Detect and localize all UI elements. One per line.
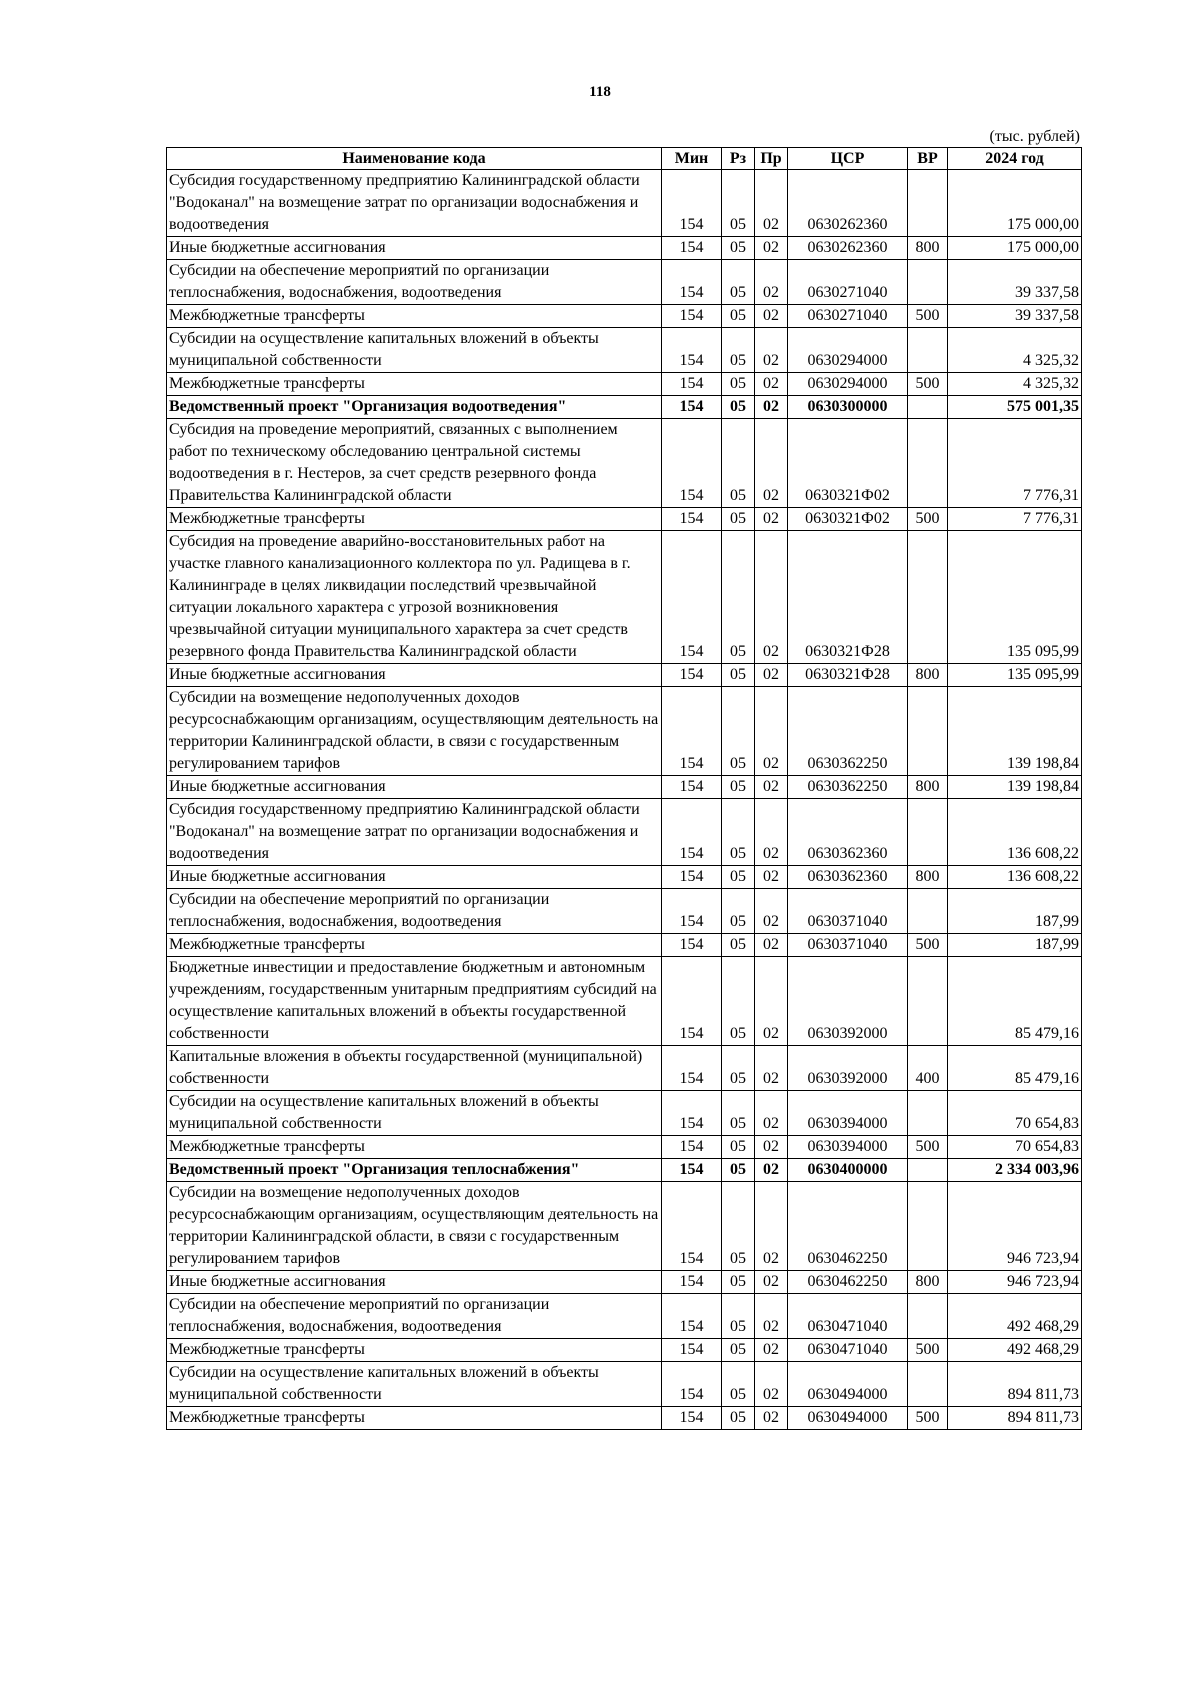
- cell-min: 154: [662, 508, 722, 531]
- cell-csr: 0630400000: [788, 1159, 908, 1182]
- cell-pr: 02: [755, 1294, 788, 1339]
- cell-name: Межбюджетные трансферты: [167, 1136, 662, 1159]
- cell-pr: 02: [755, 419, 788, 508]
- cell-pr: 02: [755, 508, 788, 531]
- cell-amount: 7 776,31: [948, 419, 1082, 508]
- cell-amount: 946 723,94: [948, 1271, 1082, 1294]
- cell-amount: 135 095,99: [948, 531, 1082, 664]
- cell-pr: 02: [755, 328, 788, 373]
- cell-vr: [908, 957, 948, 1046]
- cell-amount: 175 000,00: [948, 170, 1082, 237]
- cell-vr: 500: [908, 934, 948, 957]
- cell-rz: 05: [722, 1294, 755, 1339]
- cell-csr: 0630471040: [788, 1294, 908, 1339]
- cell-pr: 02: [755, 396, 788, 419]
- cell-vr: 500: [908, 373, 948, 396]
- cell-vr: [908, 396, 948, 419]
- cell-name: Субсидия на проведение аварийно-восстановительных работ на участке главного канализационного коллектора по ул. Радищева в г. Калининграде в целях ликвидации последствий чрезвычайной ситуации локального характера с угрозой возникновения чрезвычайной ситуации муниципального характера за счет средств резервного фонда Правительства Калининградской области: [167, 531, 662, 664]
- cell-min: 154: [662, 889, 722, 934]
- cell-min: 154: [662, 957, 722, 1046]
- cell-name: Субсидия на проведение мероприятий, связанных с выполнением работ по техническому обследованию центральной системы водоотведения в г. Нестеров, за счет средств резервного фонда Правительства Калининградской области: [167, 419, 662, 508]
- cell-pr: 02: [755, 866, 788, 889]
- cell-csr: 0630494000: [788, 1407, 908, 1430]
- table-row: [167, 889, 1082, 934]
- cell-name: Иные бюджетные ассигнования: [167, 237, 662, 260]
- cell-csr: 0630321Ф02: [788, 419, 908, 508]
- table-row: [167, 687, 1082, 776]
- cell-min: 154: [662, 1182, 722, 1271]
- table-row: [167, 1339, 1082, 1362]
- cell-pr: 02: [755, 1091, 788, 1136]
- cell-name: Ведомственный проект "Организация теплоснабжения": [167, 1159, 662, 1182]
- cell-min: 154: [662, 1136, 722, 1159]
- cell-min: 154: [662, 664, 722, 687]
- cell-amount: 187,99: [948, 889, 1082, 934]
- cell-amount: 187,99: [948, 934, 1082, 957]
- cell-name: Субсидии на обеспечение мероприятий по организации теплоснабжения, водоснабжения, водоотведения: [167, 889, 662, 934]
- cell-rz: 05: [722, 1159, 755, 1182]
- cell-pr: 02: [755, 799, 788, 866]
- table-row: [167, 419, 1082, 508]
- cell-name: Межбюджетные трансферты: [167, 1407, 662, 1430]
- cell-amount: 135 095,99: [948, 664, 1082, 687]
- cell-rz: 05: [722, 305, 755, 328]
- cell-vr: [908, 419, 948, 508]
- cell-name: Иные бюджетные ассигнования: [167, 776, 662, 799]
- cell-csr: 0630362250: [788, 776, 908, 799]
- table-row: [167, 866, 1082, 889]
- cell-csr: 0630271040: [788, 305, 908, 328]
- cell-rz: 05: [722, 328, 755, 373]
- cell-pr: 02: [755, 687, 788, 776]
- cell-vr: [908, 531, 948, 664]
- cell-name: Субсидии на осуществление капитальных вложений в объекты муниципальной собственности: [167, 1362, 662, 1407]
- cell-rz: 05: [722, 170, 755, 237]
- cell-min: 154: [662, 419, 722, 508]
- cell-vr: [908, 1182, 948, 1271]
- cell-csr: 0630321Ф28: [788, 531, 908, 664]
- cell-name: Межбюджетные трансферты: [167, 305, 662, 328]
- cell-vr: [908, 328, 948, 373]
- column-header-name: Наименование кода: [167, 148, 662, 170]
- cell-rz: 05: [722, 1136, 755, 1159]
- column-header-min: Мин: [662, 148, 722, 170]
- cell-name: Ведомственный проект "Организация водоотведения": [167, 396, 662, 419]
- cell-vr: [908, 170, 948, 237]
- cell-rz: 05: [722, 799, 755, 866]
- cell-vr: [908, 799, 948, 866]
- table-row: [167, 531, 1082, 664]
- cell-amount: 85 479,16: [948, 1046, 1082, 1091]
- cell-amount: 575 001,35: [948, 396, 1082, 419]
- cell-pr: 02: [755, 1339, 788, 1362]
- cell-amount: 70 654,83: [948, 1136, 1082, 1159]
- cell-min: 154: [662, 396, 722, 419]
- cell-amount: 175 000,00: [948, 237, 1082, 260]
- cell-name: Субсидии на обеспечение мероприятий по организации теплоснабжения, водоснабжения, водоотведения: [167, 1294, 662, 1339]
- cell-amount: 136 608,22: [948, 799, 1082, 866]
- cell-amount: 492 468,29: [948, 1294, 1082, 1339]
- cell-min: 154: [662, 1339, 722, 1362]
- cell-min: 154: [662, 1046, 722, 1091]
- cell-rz: 05: [722, 1091, 755, 1136]
- cell-amount: 139 198,84: [948, 687, 1082, 776]
- cell-min: 154: [662, 373, 722, 396]
- cell-pr: 02: [755, 1362, 788, 1407]
- cell-name: Субсидия государственному предприятию Калининградской области "Водоканал" на возмещение затрат по организации водоснабжения и водоотведения: [167, 170, 662, 237]
- cell-vr: 500: [908, 1339, 948, 1362]
- page-number: 118: [589, 84, 611, 100]
- cell-pr: 02: [755, 1046, 788, 1091]
- cell-min: 154: [662, 1271, 722, 1294]
- cell-rz: 05: [722, 889, 755, 934]
- cell-min: 154: [662, 1294, 722, 1339]
- table-row: [167, 664, 1082, 687]
- cell-vr: 500: [908, 1136, 948, 1159]
- table-row: [167, 776, 1082, 799]
- table-row: [167, 1407, 1082, 1430]
- table-row: [167, 1271, 1082, 1294]
- cell-name: Иные бюджетные ассигнования: [167, 1271, 662, 1294]
- cell-vr: 800: [908, 237, 948, 260]
- cell-rz: 05: [722, 396, 755, 419]
- cell-amount: 70 654,83: [948, 1091, 1082, 1136]
- budget-table: [166, 147, 1082, 1430]
- cell-csr: 0630362360: [788, 799, 908, 866]
- table-row: [167, 1362, 1082, 1407]
- cell-name: Иные бюджетные ассигнования: [167, 866, 662, 889]
- cell-amount: 85 479,16: [948, 957, 1082, 1046]
- cell-rz: 05: [722, 957, 755, 1046]
- cell-min: 154: [662, 328, 722, 373]
- cell-pr: 02: [755, 776, 788, 799]
- cell-pr: 02: [755, 1136, 788, 1159]
- cell-rz: 05: [722, 1046, 755, 1091]
- table-row: [167, 170, 1082, 237]
- cell-vr: 800: [908, 866, 948, 889]
- cell-name: Межбюджетные трансферты: [167, 373, 662, 396]
- cell-vr: [908, 889, 948, 934]
- table-row: [167, 934, 1082, 957]
- cell-vr: [908, 687, 948, 776]
- cell-csr: 0630294000: [788, 328, 908, 373]
- cell-name: Бюджетные инвестиции и предоставление бюджетным и автономным учреждениям, государственным унитарным предприятиям субсидий на осуществление капитальных вложений в объекты государственной собственности: [167, 957, 662, 1046]
- cell-amount: 894 811,73: [948, 1362, 1082, 1407]
- cell-amount: 2 334 003,96: [948, 1159, 1082, 1182]
- cell-amount: 136 608,22: [948, 866, 1082, 889]
- cell-csr: 0630300000: [788, 396, 908, 419]
- cell-rz: 05: [722, 687, 755, 776]
- cell-min: 154: [662, 237, 722, 260]
- cell-csr: 0630494000: [788, 1362, 908, 1407]
- cell-rz: 05: [722, 260, 755, 305]
- table-row: [167, 957, 1082, 1046]
- cell-name: Субсидии на осуществление капитальных вложений в объекты муниципальной собственности: [167, 1091, 662, 1136]
- cell-pr: 02: [755, 305, 788, 328]
- cell-pr: 02: [755, 664, 788, 687]
- cell-rz: 05: [722, 866, 755, 889]
- cell-csr: 0630362250: [788, 687, 908, 776]
- cell-amount: 7 776,31: [948, 508, 1082, 531]
- cell-amount: 946 723,94: [948, 1182, 1082, 1271]
- cell-vr: 500: [908, 1407, 948, 1430]
- cell-min: 154: [662, 170, 722, 237]
- cell-vr: [908, 1362, 948, 1407]
- cell-rz: 05: [722, 1182, 755, 1271]
- cell-min: 154: [662, 776, 722, 799]
- cell-vr: 800: [908, 1271, 948, 1294]
- cell-rz: 05: [722, 508, 755, 531]
- cell-name: Межбюджетные трансферты: [167, 1339, 662, 1362]
- cell-pr: 02: [755, 1271, 788, 1294]
- cell-pr: 02: [755, 1407, 788, 1430]
- cell-name: Субсидии на обеспечение мероприятий по организации теплоснабжения, водоснабжения, водоотведения: [167, 260, 662, 305]
- column-header-csr: ЦСР: [788, 148, 908, 170]
- table-row: [167, 1294, 1082, 1339]
- cell-csr: 0630371040: [788, 934, 908, 957]
- cell-min: 154: [662, 687, 722, 776]
- cell-min: 154: [662, 934, 722, 957]
- table-row: [167, 328, 1082, 373]
- cell-csr: 0630462250: [788, 1182, 908, 1271]
- cell-pr: 02: [755, 531, 788, 664]
- cell-rz: 05: [722, 1362, 755, 1407]
- cell-min: 154: [662, 260, 722, 305]
- cell-amount: 39 337,58: [948, 305, 1082, 328]
- table-header-row: [167, 148, 1082, 170]
- cell-csr: 0630271040: [788, 260, 908, 305]
- cell-min: 154: [662, 799, 722, 866]
- table-row: [167, 1091, 1082, 1136]
- cell-pr: 02: [755, 373, 788, 396]
- table-body: [167, 170, 1082, 1430]
- cell-rz: 05: [722, 373, 755, 396]
- table-row: [167, 508, 1082, 531]
- cell-pr: 02: [755, 1159, 788, 1182]
- table-row: [167, 799, 1082, 866]
- cell-min: 154: [662, 866, 722, 889]
- cell-rz: 05: [722, 1407, 755, 1430]
- cell-vr: [908, 1294, 948, 1339]
- cell-csr: 0630262360: [788, 170, 908, 237]
- cell-csr: 0630394000: [788, 1136, 908, 1159]
- cell-name: Субсидии на возмещение недополученных доходов ресурсоснабжающим организациям, осуществляющим деятельность на территории Калининградской области, в связи с государственным регулированием тарифов: [167, 687, 662, 776]
- cell-csr: 0630392000: [788, 1046, 908, 1091]
- cell-name: Субсидия государственному предприятию Калининградской области "Водоканал" на возмещение затрат по организации водоснабжения и водоотведения: [167, 799, 662, 866]
- cell-pr: 02: [755, 1182, 788, 1271]
- column-header-amount: 2024 год: [948, 148, 1082, 170]
- cell-csr: 0630362360: [788, 866, 908, 889]
- table-row: [167, 260, 1082, 305]
- table-row-project: [167, 1159, 1082, 1182]
- cell-min: 154: [662, 1159, 722, 1182]
- cell-pr: 02: [755, 957, 788, 1046]
- cell-min: 154: [662, 531, 722, 664]
- cell-rz: 05: [722, 531, 755, 664]
- cell-name: Иные бюджетные ассигнования: [167, 664, 662, 687]
- cell-csr: 0630294000: [788, 373, 908, 396]
- cell-csr: 0630462250: [788, 1271, 908, 1294]
- table-row: [167, 1136, 1082, 1159]
- cell-csr: 0630371040: [788, 889, 908, 934]
- cell-vr: [908, 1159, 948, 1182]
- cell-min: 154: [662, 305, 722, 328]
- cell-amount: 492 468,29: [948, 1339, 1082, 1362]
- column-header-vr: ВР: [908, 148, 948, 170]
- cell-csr: 0630471040: [788, 1339, 908, 1362]
- cell-name: Капитальные вложения в объекты государственной (муниципальной) собственности: [167, 1046, 662, 1091]
- table-row-project: [167, 396, 1082, 419]
- cell-vr: 800: [908, 664, 948, 687]
- cell-vr: [908, 1091, 948, 1136]
- cell-pr: 02: [755, 237, 788, 260]
- table-row: [167, 237, 1082, 260]
- cell-amount: 894 811,73: [948, 1407, 1082, 1430]
- table-row: [167, 305, 1082, 328]
- cell-amount: 4 325,32: [948, 373, 1082, 396]
- cell-vr: 500: [908, 305, 948, 328]
- cell-vr: 800: [908, 776, 948, 799]
- cell-csr: 0630321Ф28: [788, 664, 908, 687]
- cell-vr: 500: [908, 508, 948, 531]
- cell-csr: 0630321Ф02: [788, 508, 908, 531]
- cell-name: Субсидии на возмещение недополученных доходов ресурсоснабжающим организациям, осуществляющим деятельность на территории Калининградской области, в связи с государственным регулированием тарифов: [167, 1182, 662, 1271]
- cell-rz: 05: [722, 1339, 755, 1362]
- cell-min: 154: [662, 1091, 722, 1136]
- cell-min: 154: [662, 1362, 722, 1407]
- cell-vr: 400: [908, 1046, 948, 1091]
- cell-rz: 05: [722, 237, 755, 260]
- column-header-pr: Пр: [755, 148, 788, 170]
- column-header-rz: Рз: [722, 148, 755, 170]
- cell-name: Межбюджетные трансферты: [167, 508, 662, 531]
- table-row: [167, 1046, 1082, 1091]
- cell-rz: 05: [722, 776, 755, 799]
- cell-amount: 139 198,84: [948, 776, 1082, 799]
- cell-pr: 02: [755, 934, 788, 957]
- table-row: [167, 373, 1082, 396]
- cell-rz: 05: [722, 664, 755, 687]
- cell-rz: 05: [722, 934, 755, 957]
- cell-min: 154: [662, 1407, 722, 1430]
- cell-pr: 02: [755, 170, 788, 237]
- units-label: (тыс. рублей): [989, 128, 1080, 145]
- table-row: [167, 1182, 1082, 1271]
- cell-csr: 0630392000: [788, 957, 908, 1046]
- cell-name: Межбюджетные трансферты: [167, 934, 662, 957]
- cell-name: Субсидии на осуществление капитальных вложений в объекты муниципальной собственности: [167, 328, 662, 373]
- cell-vr: [908, 260, 948, 305]
- cell-rz: 05: [722, 1271, 755, 1294]
- cell-pr: 02: [755, 260, 788, 305]
- cell-pr: 02: [755, 889, 788, 934]
- cell-csr: 0630394000: [788, 1091, 908, 1136]
- cell-amount: 4 325,32: [948, 328, 1082, 373]
- cell-csr: 0630262360: [788, 237, 908, 260]
- cell-rz: 05: [722, 419, 755, 508]
- cell-amount: 39 337,58: [948, 260, 1082, 305]
